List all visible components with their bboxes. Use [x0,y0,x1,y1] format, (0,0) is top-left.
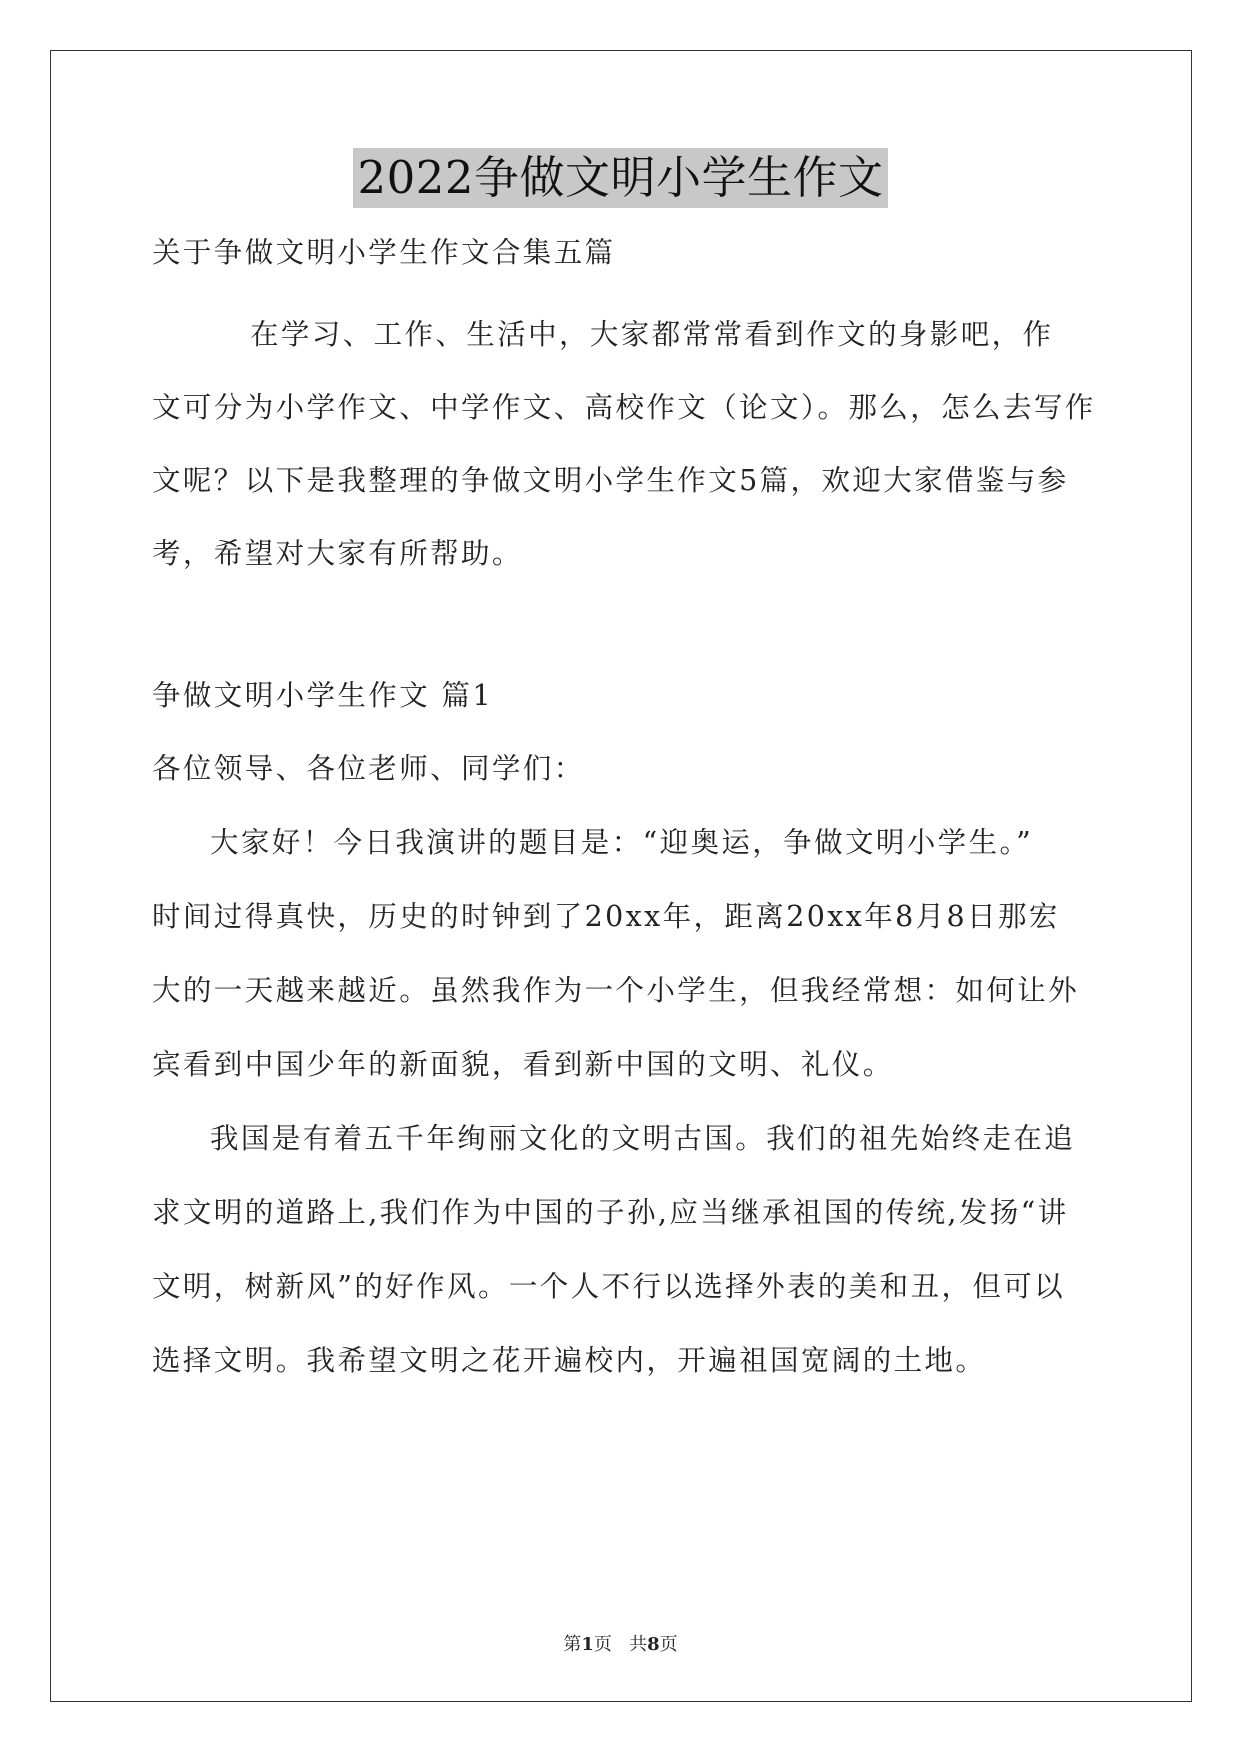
page-mid: 页 共 [593,1634,648,1655]
paragraph-line: 文明，树新风”的好作风。一个人不行以选择外表的美和丑，但可以 [152,1270,1066,1303]
intro-line: 文呢？以下是我整理的争做文明小学生作文5篇，欢迎大家借鉴与参 [152,464,1069,497]
title-container [0,148,1241,208]
page-footer [0,1630,1241,1656]
intro-line: 考，希望对大家有所帮助。 [152,537,523,570]
paragraph-line: 时间过得真快，历史的时钟到了20xx年，距离20xx年8月8日那宏 [152,900,1060,933]
page-suffix: 页 [659,1634,678,1655]
paragraph-line: 我国是有着五千年绚丽文化的文明古国。我们的祖先始终走在追 [210,1122,1076,1155]
document-title: 2022争做文明小学生作文 [353,148,887,208]
paragraph-line: 求文明的道路上,我们作为中国的子孙,应当继承祖国的传统,发扬“讲 [152,1196,1069,1229]
page-total: 8 [647,1634,660,1655]
page-current: 1 [581,1634,594,1655]
page-prefix: 第 [563,1634,582,1655]
paragraph-line: 大的一天越来越近。虽然我作为一个小学生，但我经常想：如何让外 [152,974,1080,1007]
document-subtitle: 关于争做文明小学生作文合集五篇 [152,236,616,269]
section-heading: 争做文明小学生作文 篇1 [152,679,493,712]
paragraph-line: 大家好！今日我演讲的题目是：“迎奥运，争做文明小学生。” [210,826,1034,859]
page-border [50,50,1192,1702]
intro-line: 文可分为小学作文、中学作文、高校作文（论文）。那么，怎么去写作 [152,391,1096,424]
paragraph-line: 宾看到中国少年的新面貌，看到新中国的文明、礼仪。 [152,1048,894,1081]
paragraph-line: 选择文明。我希望文明之花开遍校内，开遍祖国宽阔的土地。 [152,1344,987,1377]
salutation: 各位领导、各位老师、同学们： [152,752,585,785]
intro-line: 在学习、工作、生活中，大家都常常看到作文的身影吧，作 [250,318,1054,351]
